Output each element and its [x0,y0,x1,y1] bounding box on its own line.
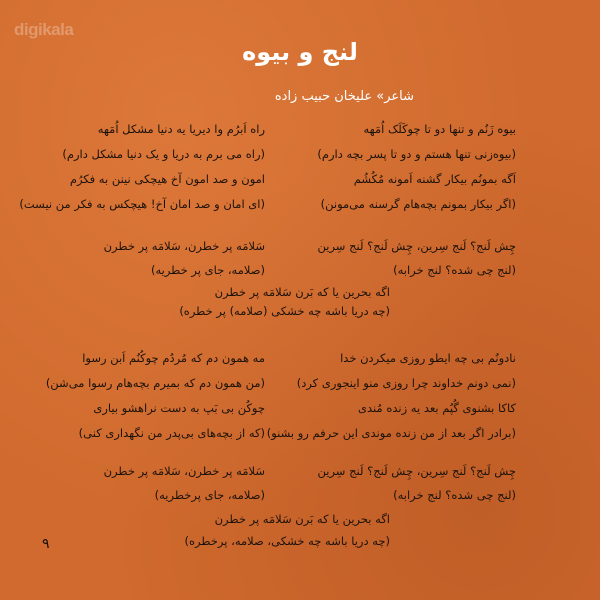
refrain2-right-line-1: چِش لَنج؟ لَنج سِرین، چِش لَنج؟ لَنج سِرین [317,464,516,478]
stanza2-left-line-4: (که از بچه‌های بی‌پدر من نگهداری کنی) [78,426,265,440]
stanza2-left-line-3: چوکُن بی بَپ به دست نراهشو بیاری [93,401,265,415]
refrain1-right-line-1: چِش لَنج؟ لَنج سِرین، چِش لَنج؟ لَنج سِرین [317,239,516,253]
refrain1-right-line-2: (لنج چی شده؟ لنج خرابه) [393,263,516,277]
stanza2-right-line-1: نادونُم بی چه ایطو روزی میکردن خدا [340,351,516,365]
poet-credit: شاعر» علیخان حبیب زاده [274,89,414,104]
stanza2-right-line-3: کاکا بشنوی گُپُم بعد یه زنده مُندی [358,401,516,415]
refrain1-left-line-1: سَلامَه پر خطرن، سَلامَه پر خطرن [103,239,265,253]
stanza2-left-line-1: مه همون دم که مُردُم چوکُنُم اَبن رسوا [82,351,265,365]
refrain2-center-line-2: (چه دریا باشه چه خشکی، صلامه، پرخطره) [184,534,390,548]
refrain2-center-line-1: اگه بحرین یا که بَرن سَلامَه پر خطرن [214,512,390,526]
stanza2-right-line-2: (نمی دونم خداوند چرا روزی منو اینجوری کرد) [296,376,516,390]
refrain1-left-line-2: (صلامه، جای پر خطریه) [150,263,265,277]
refrain2-right-line-2: (لنج چی شده؟ لنج خرابه) [393,488,516,502]
stanza1-left-line-3: امون و صد امون آخ هیچکی نینن به فکرُم [69,172,265,186]
stanza1-left-line-4: (ای امان و صد امان آخ! هیچکس به فکر من نیست) [19,197,265,211]
refrain2-left-line-1: سَلامَه پر خطرن، سَلامَه پر خطرن [103,464,265,478]
poem-title: لنج و بیوه [242,38,358,66]
page-number: ۹ [42,536,50,552]
stanza2-right-line-4: (برادر اگر بعد از من زنده موندی این حرفم رو بشنو) [266,426,516,440]
stanza1-right-line-3: اَگه بمونُم بیکار گشنه اَمونه مُکُشُم [353,172,516,186]
stanza1-left-line-2: (راه می برم به دریا و یک دنیا مشکل دارم) [62,147,265,161]
watermark-logo: digikala [14,20,74,39]
stanza1-right-line-1: بیوه زَنُم و تنها دو تا چوکَلَک اُمَهه [363,122,516,136]
refrain1-center-line-1: اگه بحرین یا که بَرن سَلامَه پر خطرن [214,285,390,299]
refrain2-left-line-2: (صلامه، جای پرخطریه) [154,488,265,502]
stanza2-left-line-2: (من همون دم که بمیرم بچه‌هام رسوا می‌شن) [45,376,265,390]
stanza1-right-line-2: (بیوه‌زنی تنها هستم و دو تا پسر بچه دارم) [317,147,516,161]
stanza1-left-line-1: راه اَبرُم وا دیریا یه دنیا مشکل اُمَهه [97,122,265,136]
refrain1-center-line-2: (چه دریا باشه چه خشکی (صلامه) پر خطره) [179,304,390,318]
stanza1-right-line-4: (اگر بیکار بمونم بچه‌هام گرسنه می‌مونن) [320,197,516,211]
